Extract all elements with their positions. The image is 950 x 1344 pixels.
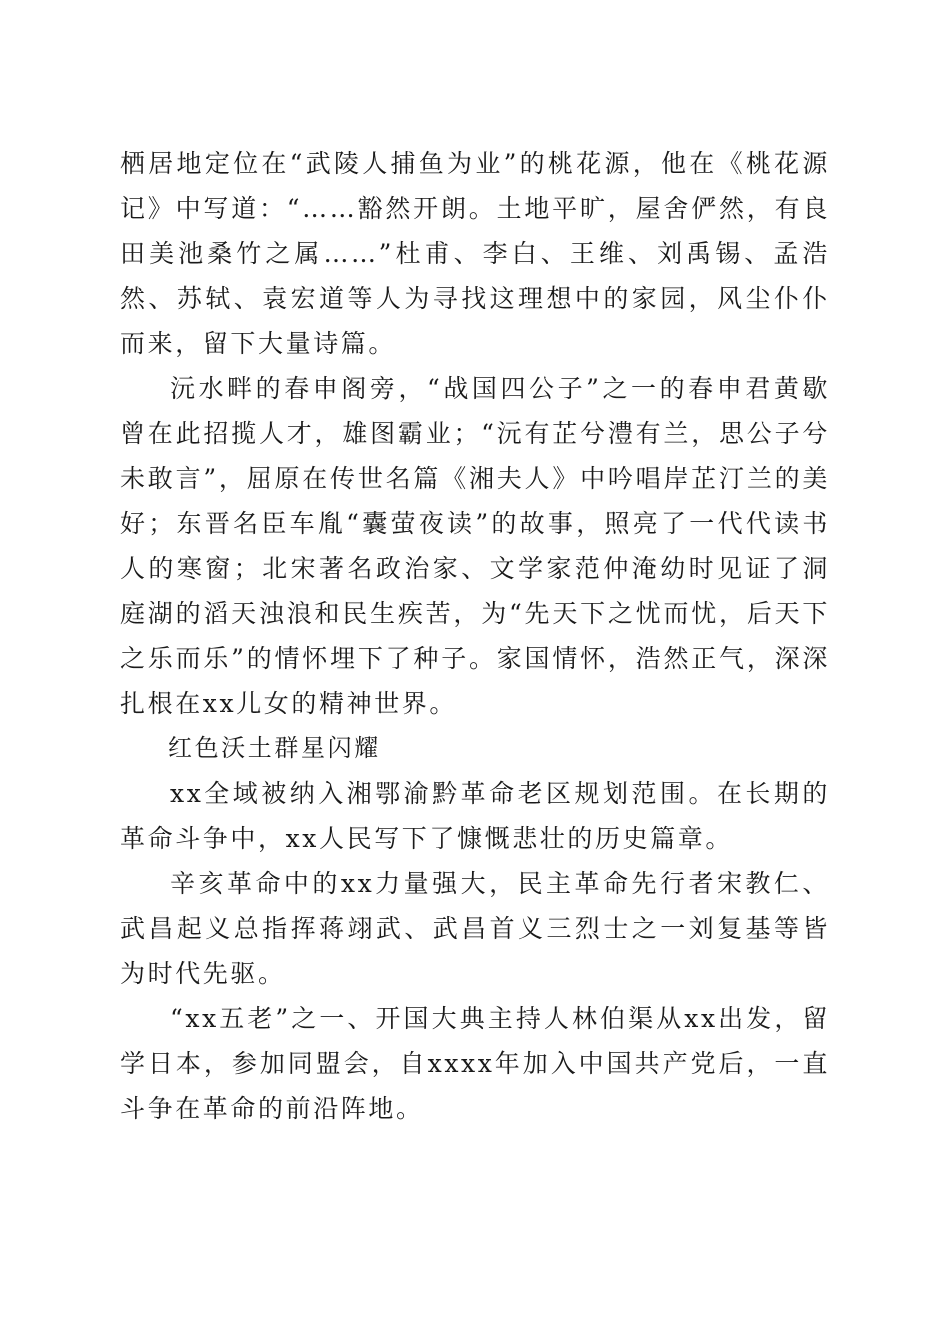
section-heading: 红色沃土群星闪耀 [168, 734, 381, 762]
paragraph-lin-boqu: “xx五老”之一、开国大典主持人林伯渠从xx出发，留学日本，参加同盟会，自xxxx年加入中国共产党后，一直斗争在革命的前沿阵地。 [120, 1004, 830, 1123]
paragraph-xinhai-revolution: 辛亥革命中的xx力量强大，民主革命先行者宋教仁、武昌起义总指挥蒋翊武、武昌首义三烈士之一刘复基等皆为时代先驱。 [120, 869, 830, 988]
document-body [120, 141, 830, 1131]
paragraph-chunshen-pavilion: 沅水畔的春申阁旁，“战国四公子”之一的春申君黄歇曾在此招揽人才，雄图霸业；“沅有芷兮澧有兰，思公子兮未敢言”，屈原在传世名篇《湘夫人》中吟唱岸芷汀兰的美好；东晋名臣车胤“囊萤夜读”的故事，照亮了一代代读书人的寒窗；北宋著名政治家、文学家范仲淹幼时见证了洞庭湖的滔天浊浪和民生疾苦，为“先天下之忧而忧，后天下之乐而乐”的情怀埋下了种子。家国情怀，浩然正气，深深扎根在xx儿女的精神世界。 [120, 374, 830, 718]
paragraph-revolutionary-base: xx全域被纳入湘鄂渝黔革命老区规划范围。在长期的革命斗争中，xx人民写下了慷慨悲壮的历史篇章。 [120, 779, 830, 853]
paragraph-taohuayuan: 栖居地定位在“武陵人捕鱼为业”的桃花源，他在《桃花源记》中写道：“……豁然开朗。土地平旷，屋舍俨然，有良田美池桑竹之属……”杜甫、李白、王维、刘禹锡、孟浩然、苏轼、袁宏道等人为寻找这理想中的家园，风尘仆仆而来，留下大量诗篇。 [120, 149, 830, 358]
